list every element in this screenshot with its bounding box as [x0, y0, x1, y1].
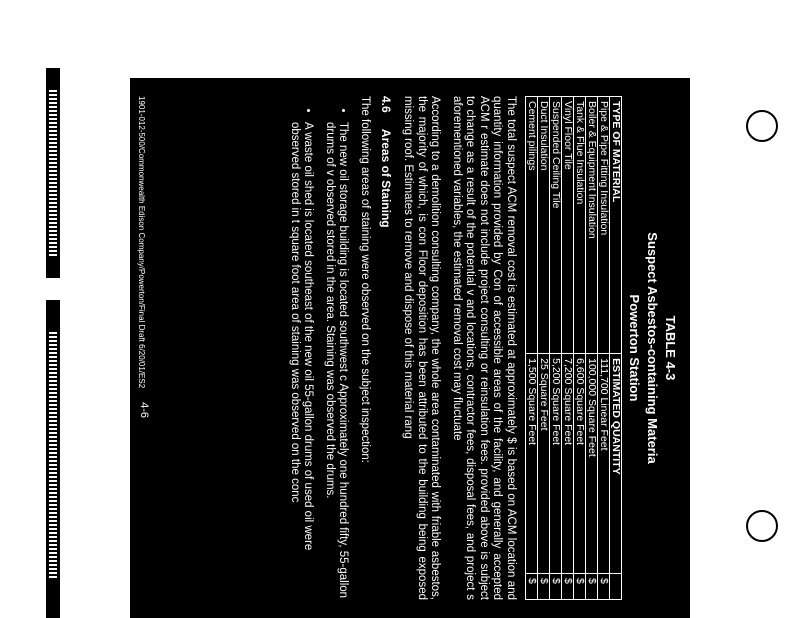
cell-quantity: 6,600 Square Feet	[574, 354, 586, 574]
col-header-material: TYPE OF MATERIAL	[610, 97, 622, 354]
cell-quantity: 111,700 Linear Feet	[598, 354, 610, 574]
table-row	[598, 97, 610, 600]
acm-table	[525, 96, 622, 600]
section-number: 4.6	[379, 96, 393, 113]
list-item: • The new oil storage building is located southwest c Approximately one hundred fifty, 55-gallon drums of v observed stored in the area. Staining was observed the drums.	[323, 122, 350, 600]
cell-quantity: 25 Square Feet	[538, 354, 550, 574]
cell-cost: $	[586, 573, 598, 599]
cell-cost: $	[550, 573, 562, 599]
col-header-cost	[610, 573, 622, 599]
rotated-content	[130, 78, 690, 618]
paragraph-cost: The total suspect ACM removal cost is estimated at approximately $ is based on ACM location and quantity information provided by Con of accessible areas of the facility, and generally accepted ACM r estimate does not include project consulting or reinsulation fees. provided above is subject to change as a result of the potential v and locations, contractor fees, disposal fees, and project s aforementioned variables, the estimated removal cost may fluctuate	[451, 96, 517, 600]
paragraph-demolition: According to a demolition consulting company, the whole area contaminated with friable asbestos, the majority of which, is con Floor deposition has been attributed to the building being exposed missing roof. Estimates to remove and dispose of this material rang	[402, 96, 442, 600]
table-row	[526, 97, 538, 600]
table-row	[538, 97, 550, 600]
cell-material: Pipe & Pipe Fitting Insulation	[598, 97, 610, 354]
footer-text: 1901-012-500/Commonwealth Edison Company/Powerton/Final Draft 6/20/01/ES2	[137, 96, 146, 389]
cell-quantity: 100,000 Square Feet	[586, 354, 598, 574]
binder-tab-top	[46, 68, 60, 278]
punch-hole-bottom	[746, 510, 778, 542]
cell-cost: $	[526, 573, 538, 599]
section-heading	[379, 96, 393, 600]
section-intro: The following areas of staining were observed on the subject inspection:	[359, 96, 371, 463]
cell-material: Vinyl Floor Tile	[562, 97, 574, 354]
cell-material: Cement pilings	[526, 97, 538, 354]
binder-tab-bottom	[46, 300, 60, 618]
cell-cost: $	[538, 573, 550, 599]
punch-hole-top	[746, 110, 778, 142]
cell-material: Duct Insulation	[538, 97, 550, 354]
cell-quantity: 5,200 Square Feet	[550, 354, 562, 574]
cell-material: Suspended Ceiling Tile	[550, 97, 562, 354]
table-row	[574, 97, 586, 600]
table-label: TABLE 4-3	[663, 315, 678, 381]
table-title: Suspect Asbestos-containing Materia	[645, 232, 660, 464]
cell-quantity: 1,500 Square Feet	[526, 354, 538, 574]
table-row	[550, 97, 562, 600]
cell-cost: $	[562, 573, 574, 599]
list-item: • A waste oil shed is located southeast of the new oil 55-gallon drums of used oil were observed stored in t square foot area of staining was observed on the conc	[288, 122, 315, 600]
cell-material: Boiler & Equipment Insulation	[586, 97, 598, 354]
col-header-quantity: ESTIMATED QUANTITY	[610, 354, 622, 574]
scanned-page	[130, 78, 690, 618]
cell-quantity: 7,200 Square Feet	[562, 354, 574, 574]
table-subtitle: Powerton Station	[627, 294, 642, 402]
section-title: Areas of Staining	[379, 128, 393, 228]
table-row	[586, 97, 598, 600]
staining-list	[288, 96, 350, 600]
cell-material: Tank & Flue Insulation	[574, 97, 586, 354]
cell-cost: $	[574, 573, 586, 599]
cell-cost: $	[598, 573, 610, 599]
table-row	[562, 97, 574, 600]
page-number: 4-6	[138, 402, 150, 418]
